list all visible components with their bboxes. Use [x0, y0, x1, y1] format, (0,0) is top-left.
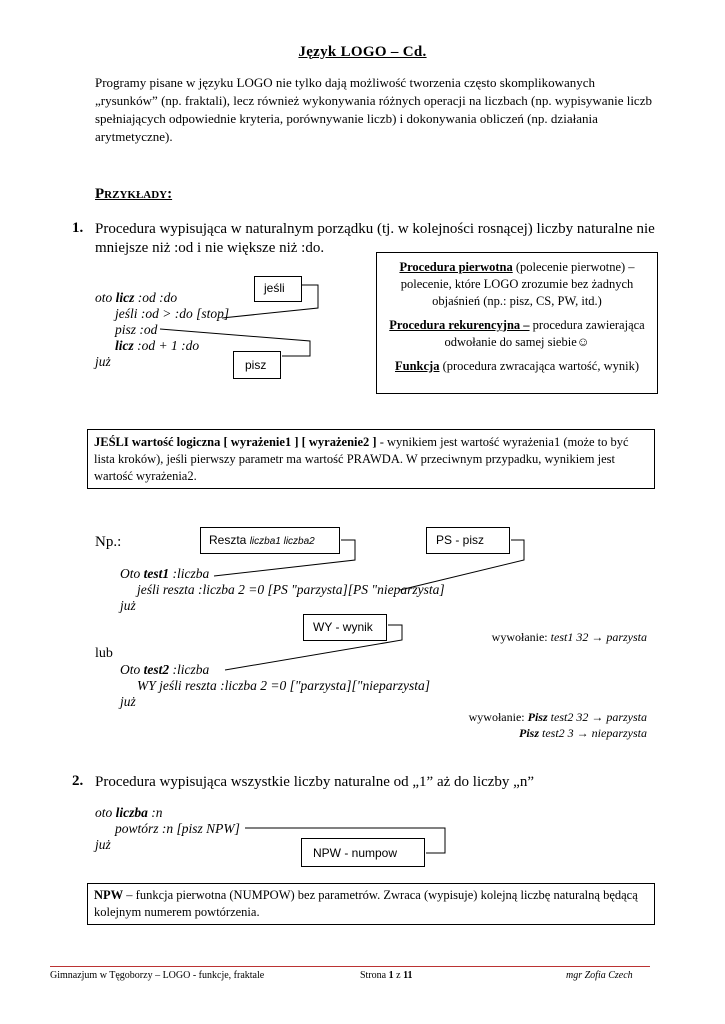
section-heading: Przykłady: — [95, 186, 173, 202]
npw-definition-box: NPW – funkcja pierwotna (NUMPOW) bez parametrów. Zwraca (wypisuje) kolejną liczbę naturalną będącą kolejnym numerem powtórzenia. — [87, 883, 655, 925]
test2-line1: Oto test2 :liczba — [120, 662, 210, 677]
item2-code-line3: już — [95, 837, 111, 852]
label-npw: NPW - numpow — [301, 838, 425, 867]
jesli-definition-box: JEŚLI wartość logiczna [ wyrażenie1 ] [ wyrażenie2 ] - wynikiem jest wartość wyrażenia1 (może to być lista kroków), jeśli pierwszy parametr ma wartość PRAWDA. W przeciwnym przypadku, wynikiem jest wartość wyrażenia2. — [87, 429, 655, 489]
test2-line3: już — [120, 694, 136, 709]
example-label: Np.: — [95, 534, 122, 550]
item1-number: 1. — [72, 220, 84, 236]
item1-code-line2: jeśli :od > :do [stop] — [115, 306, 230, 321]
footer-page: Strona 1 z 11 — [360, 970, 413, 981]
test1-line2: jeśli reszta :liczba 2 =0 [PS "parzysta][PS "nieparzysta] — [137, 582, 445, 597]
connector-jesli — [222, 285, 318, 318]
connector-npw — [245, 828, 445, 853]
lub-label: lub — [95, 646, 113, 661]
item1-code-line1: oto licz :od :do — [95, 290, 178, 305]
test1-line3: już — [120, 598, 136, 613]
label-wy: WY - wynik — [303, 614, 387, 641]
item1-code-line3: pisz :od — [115, 322, 158, 337]
intro-paragraph: Programy pisane w języku LOGO nie tylko dają możliwość tworzenia często skomplikowanych „rysunków” (np. fraktali), lecz również wykonywania różnych operacji na liczbach (np. wypisywanie liczb spełniających odpowiednie kryteria, porównywanie liczb) i dokonywania obliczeń (np. działania arytmetyczne). — [95, 75, 652, 144]
label-pisz: pisz — [233, 351, 281, 379]
label-reszta: Reszta liczba1 liczba2 — [200, 527, 340, 554]
call-test2-3: Pisz test2 3 → nieparzysta — [518, 726, 647, 740]
footer-divider — [50, 966, 650, 967]
page-title: Język LOGO – Cd. — [298, 44, 427, 60]
definitions-box: Procedura pierwotna (polecenie pierwotne) – polecenie, które LOGO zrozumie bez żadnych objaśnień (np.: pisz, CS, PW, itd.) Procedura rekurencyjna – procedura zawierająca odwołanie do samej siebie☺ Funkcja (procedura zwracająca wartość, wynik) — [376, 252, 658, 394]
connector-wy — [225, 625, 402, 670]
footer-left: Gimnazjum w Tęgoborzy – LOGO - funkcje, fraktale — [50, 970, 265, 981]
label-ps: PS - pisz — [426, 527, 510, 554]
call-test1: wywołanie: test1 32 → parzysta — [491, 630, 647, 644]
call-test2-32: wywołanie: Pisz test2 32 → parzysta — [468, 710, 647, 724]
item1-text: Procedura wypisująca w naturalnym porządku (tj. w kolejności rosnącej) liczby naturalne nie mniejsze niż :od i nie większe niż :do. — [95, 221, 655, 256]
test1-line1: Oto test1 :liczba — [120, 566, 210, 581]
connector-pisz — [160, 329, 310, 356]
label-jesli: jeśli — [254, 276, 302, 302]
item2-number: 2. — [72, 773, 84, 789]
item2-code-line1: oto liczba :n — [95, 805, 163, 820]
item2-code-line2: powtórz :n [pisz NPW] — [115, 821, 240, 836]
item1-code-line5: już — [95, 354, 111, 369]
footer-author: mgr Zofia Czech — [566, 970, 633, 981]
item2-text: Procedura wypisująca wszystkie liczby naturalne od „1” aż do liczby „n” — [95, 774, 534, 790]
connector-ps — [400, 540, 524, 590]
item1-code-line4: licz :od + 1 :do — [115, 338, 200, 353]
connector-reszta — [214, 540, 355, 576]
test2-line2: WY jeśli reszta :liczba 2 =0 ["parzysta]["nieparzysta] — [137, 678, 430, 693]
